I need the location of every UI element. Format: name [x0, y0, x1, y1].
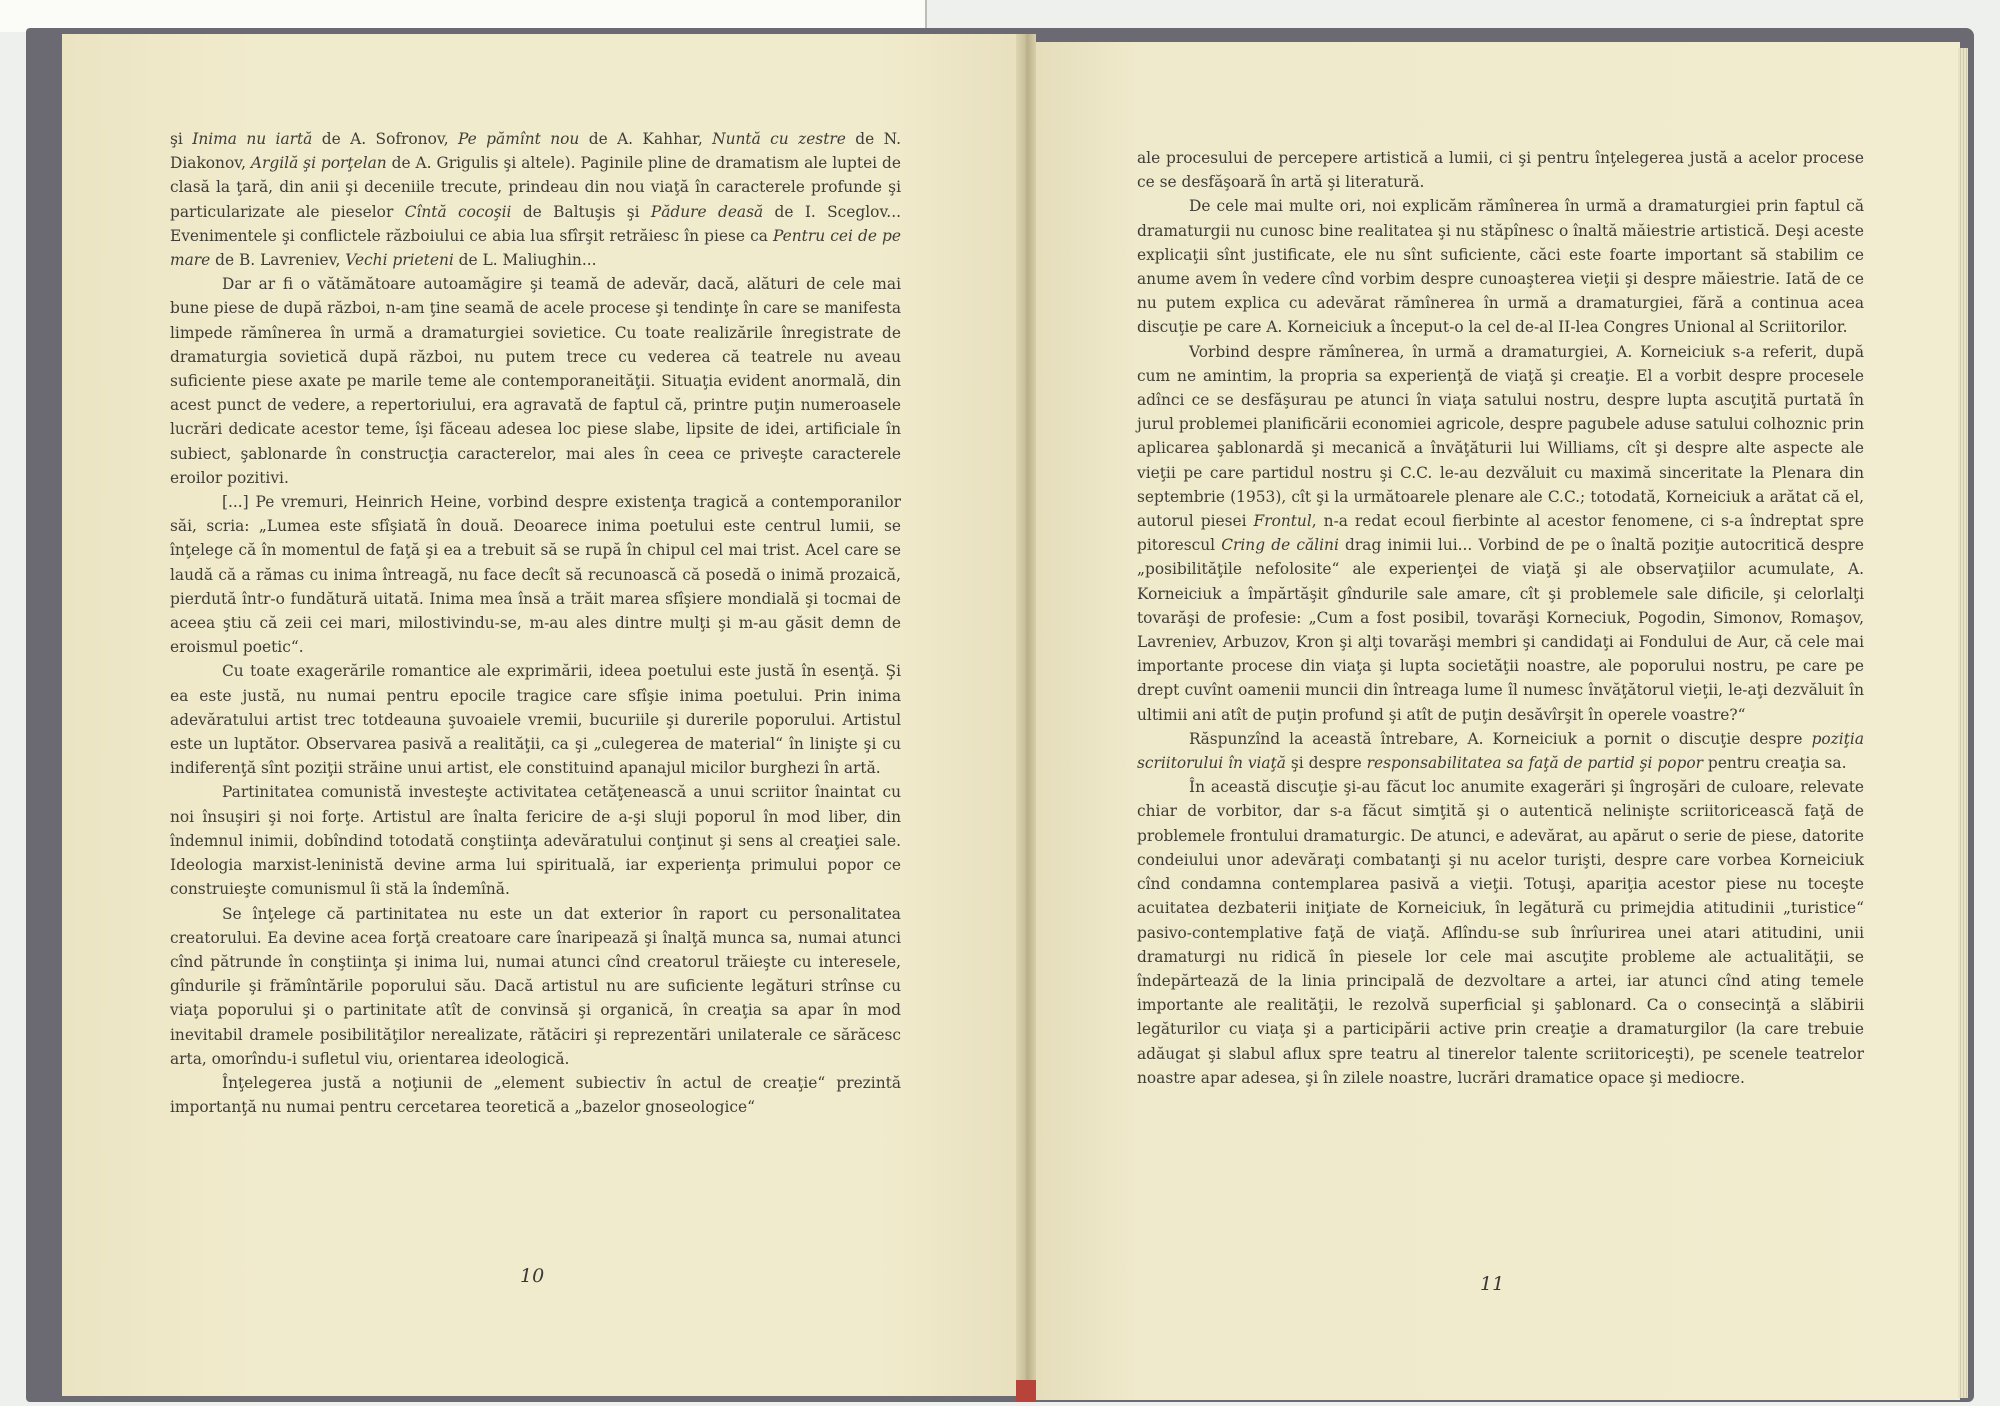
text-run: Vorbind despre rămînerea, în urmă a dramaturgiei, A. Korneiciuk s-a referit, după cum ne amintim, la propria sa experienţă de viaţă şi creaţie. El a vorbit despre procesele adînci ce se desfăşurau pe atunci în viaţa satului nostru, despre lupta ascuţită purtată în jurul problemei planificării economiei agricole, despre pagubele aduse satului colhoznic prin aplicarea şablonardă şi mecanică a învăţăturii lui Williams, cît şi despre alte aspecte ale vieţii pe care partidul nostru şi C.C. le-au dezvăluit cu maximă sinceritate la Plenara din septembrie (1953), cît şi la următoarele plenare ale C.C.; totodată, Korneiciuk a arătat că el, autorul piesei	[1137, 342, 1864, 531]
text-run: De cele mai multe ori, noi explicăm rămînerea în urmă a dramaturgiei prin faptul că dramaturgii nu cunosc bine realitatea şi nu stăpînesc o înaltă măiestrie artistică. Deşi aceste explicaţii sînt justificate, ele nu sînt suficiente, căci este foarte important să stabilim ce anume avem în vedere cînd vorbim despre cunoaşterea vieţii şi despre măiestrie. Iată de ce nu putem explica cu adevărat rămînerea în urmă a dramaturgiei, fără a continua acea discuţie pe care A. Korneiciuk a început-o la cel de-al II-lea Congres Unional al Scriitorilor.	[1137, 197, 1864, 337]
right-page-text	[1137, 146, 1864, 1090]
italic-title: Pentru cei de pe mare	[170, 226, 901, 270]
text-run: Cu toate exagerările romantice ale exprimării, ideea poetului este justă în esenţă. Şi ea este justă, nu numai pentru epocile tragice care sfîşie inima poetului. Prin inima adevăratului artist trec totdeauna şuvoaiele vremii, bucuriile şi durerile poporului. Artistul este un luptător. Observarea pasivă a realităţii, ca şi „culegerea de material“ în linişte şi cu indiferenţă sînt poziţii străine unui artist, ele constituind apanajul micilor burghezi în artă.	[170, 662, 901, 778]
left-page-text	[170, 127, 901, 1119]
text-run: pentru creaţia sa.	[1702, 754, 1847, 773]
text-run: Înţelegerea justă a noţiunii de „element subiectiv în actul de creaţie“ prezintă importanţă nu numai pentru cercetarea teoretică a „bazelor gnoseologice“	[170, 1073, 901, 1117]
italic-title: Pe pămînt nou	[458, 130, 580, 148]
left-paragraph	[170, 490, 901, 659]
italic-title: Cîntă cocoşii	[404, 202, 512, 221]
page-edges	[1958, 48, 1968, 1398]
text-run: de A. Kahhar,	[579, 130, 713, 148]
left-paragraph	[170, 902, 901, 1071]
text-run: de A. Sofronov,	[312, 130, 458, 148]
italic-title: Cring de călini	[1221, 536, 1339, 555]
text-run: de A. Grigulis şi altele). Paginile pline de dramatism ale luptei de clasă la ţară, din anii şi deceniile trecute, prindeau din nou viaţă în caracterele profunde şi particularizate ale pieselor	[170, 154, 901, 221]
text-run: Dar ar fi o vătămătoare autoamăgire şi teamă de adevăr, dacă, alături de cele mai bune piese de după război, n-am ţine seamă de acele procese şi tendinţe în care se manifesta limpede rămînerea în urmă a dramaturgiei sovietice. Cu toate realizările înregistrate de dramaturgia sovietică după război, nu putem trece cu vederea că teatrele nu aveau suficiente piese axate pe marile teme ale contemporaneităţii. Situaţia evident anormală, din acest punct de vedere, a repertoriului, era agravată de faptul că, printre puţin numeroasele lucrări dedicate acestor teme, îşi făceau adesea loc piese slabe, lipsite de idei, artificiale în subiect, şablonarde în construcţia caracterelor, mai ales în ceea ce priveşte caracterele eroilor pozitivi.	[170, 275, 901, 487]
text-run: Partinitatea comunistă investeşte activitatea cetăţenească a unui scriitor înaintat cu noi însuşiri şi noi forţe. Artistul are înalta fericire de a-şi sluji poporul în mod liber, din îndemnul inimii, dobîndind totodată conştiinţa adevăratului conţinut şi sens al creaţiei sale. Ideologia marxist-leninistă devine arma lui spirituală, iar experienţa primului popor ce construieşte comunismul îi stă la îndemînă.	[170, 783, 901, 899]
italic-title: Frontul	[1253, 512, 1312, 531]
text-run: Răspunzînd la această întrebare, A. Korneiciuk a pornit o discuţie despre	[1189, 729, 1812, 748]
text-run: de L. Maliughin...	[453, 251, 597, 270]
text-run: şi despre	[1285, 754, 1367, 773]
left-paragraph	[170, 127, 901, 272]
right-paragraph	[1137, 775, 1864, 1090]
text-run: [...] Pe vremuri, Heinrich Heine, vorbind despre existenţa tragică a contemporanilor săi, scria: „Lumea este sfîşiată în două. Deoarece inima poetului este centrul lumii, se înţelege că în momentul de faţă şi ea a trebuit să se rupă în chipul cel mai trist. Acel care se laudă că a rămas cu inima întreagă, nu face decît să recunoască că posedă o inimă prozaică, pierdută într-o fundătură uitată. Inima mea însă a trăit marea sfîşiere mondială şi tocmai de aceea ştiu că zeii cei mari, milostivindu-se, m-au ales dintre mulţi şi m-au găsit demn de eroismul poetic“.	[170, 493, 901, 657]
text-run: drag inimii lui... Vorbind de pe o înaltă poziţie autocritică despre „posibilităţile nefolosite“ ale experienţei de viaţă şi ale observaţiilor acumulate, A. Korneiciuk a împărtăşit gîndurile sale amare, cît şi problemele sale dificile, şi celorlalţi tovarăşi de profesie: „Cum a fost posibil, tovarăşi Korneciuk, Pogodin, Simonov, Romaşov, Lavreniev, Arbuzov, Kron şi alţi tovarăşi membri şi candidaţi ai Fondului de Aur, că cele mai importante procese din viaţa şi lupta societăţii noastre, ale poporului nostru, pe care pe drept cuvînt oamenii muncii din întreaga lume îl numesc învăţătorul vieţii, le-aţi dezvăluit în ultimii ani atît de puţin profund şi atît de puţin desăvîrşit în operele voastre?“	[1137, 536, 1865, 724]
right-paragraph	[1137, 194, 1864, 339]
italic-title: responsabilitatea sa faţă de partid şi popor	[1366, 754, 1703, 773]
text-run: de I. Sceglov... Evenimentele şi conflictele războiului ce abia lua sfîrşit retrăiesc în piese ca	[170, 202, 901, 245]
book-gutter	[1016, 34, 1036, 1400]
text-run: Se înţelege că partinitatea nu este un dat exterior în raport cu personalitatea creatorului. Ea devine acea forţă creatoare care înaripează şi înalţă munca sa, numai atunci cînd pătrunde în conştiinţa şi inima lui, numai atunci cînd creatorul trăieşte cu interesele, gîndurile şi frămîntările poporului său. Dacă artistul nu are suficiente legături strînse cu viaţa poporului şi o partinitate atît de convinsă şi organică, în creaţia sa apar în mod inevitabil dramele posibilităţilor nerealizate, rătăciri şi reprezentări unilaterale ce sărăcesc arta, omorîndu-i sufletul viu, orientarea ideologică.	[170, 904, 901, 1068]
left-paragraph	[170, 272, 901, 490]
italic-title: poziţia scriitorului în viaţă	[1137, 729, 1864, 773]
text-run: de Baltuşis şi	[511, 202, 651, 221]
italic-title: Nuntă cu zestre	[712, 130, 846, 148]
text-run: de B. Lavreniev,	[210, 251, 346, 270]
left-paragraph	[170, 780, 901, 901]
left-paragraph	[170, 659, 901, 780]
right-paragraph	[1137, 146, 1864, 194]
page-number-right: 11	[1480, 1273, 1505, 1295]
text-run: de N. Diakonov,	[170, 130, 901, 173]
text-run: şi	[170, 130, 193, 148]
spine-headband	[1016, 1380, 1036, 1402]
text-run: , n-a redat ecoul fierbinte al acestor fenomene, ci s-a îndreptat spre pitorescul	[1137, 512, 1864, 555]
text-run: ale procesului de percepere artistică a lumii, ci şi pentru înţelegerea justă a acelor procese ce se desfăşoară în artă şi literatură.	[1137, 149, 1864, 192]
right-paragraph	[1137, 340, 1864, 727]
italic-title: Vechi prieteni	[345, 251, 454, 270]
italic-title: Inima nu iartă	[192, 130, 313, 148]
page-number-left: 10	[520, 1265, 545, 1287]
right-paragraph	[1137, 727, 1864, 775]
italic-title: Argilă şi porţelan	[250, 154, 387, 173]
italic-title: Pădure deasă	[650, 202, 764, 221]
text-run: În această discuţie şi-au făcut loc anumite exagerări şi îngroşări de culoare, relevate chiar de vorbitor, dar s-a făcut simţită şi o autentică nelinişte scriitoricească faţă de problemele frontului dramaturgic. De atunci, e adevărat, au apărut o serie de piese, datorite condeiului unor adevăraţi combatanţi şi nu acelor turişti, despre care vorbea Korneiciuk cînd condamna contemplarea pasivă a vieţii. Totuşi, apariţia acestor piese nu toceşte acuitatea dezbaterii iniţiate de Korneiciuk, în legătură cu primejdia atitudinii „turistice“ pasivo-contemplative faţă de viaţă. Aflîndu-se sub înrîurirea unei atari atitudini, unii dramaturgi nu ridică în piesele lor cele mai ascuţite probleme ale actualităţii, se îndepărtează de la linia principală de dezvoltare a artei, iar atunci cînd ating temele importante ale realităţii, le rezolvă superficial şi şablonard. Ca o consecinţă a slăbirii legăturilor cu viaţa şi a participării active prin creaţie a dramaturgilor (la care trebuie adăugat şi slabul aflux spre teatru al tinerelor talente scriitoriceşti), pe scenele teatrelor noastre apar adesea, şi în zilele noastre, lucrări dramatice opace şi mediocre.	[1137, 778, 1864, 1087]
left-paragraph	[170, 1071, 901, 1119]
